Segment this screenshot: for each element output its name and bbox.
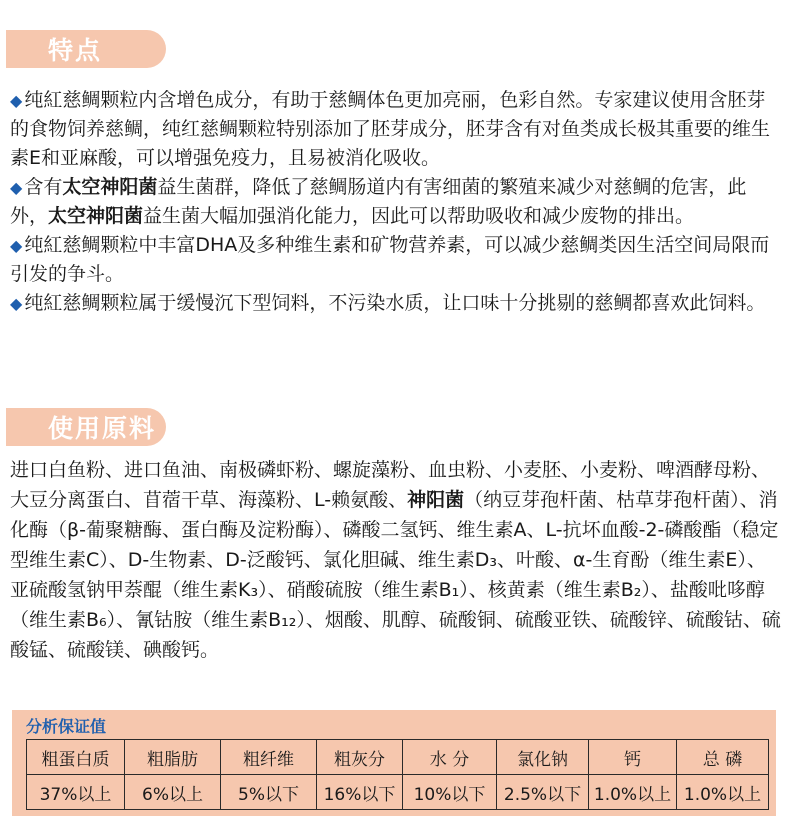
analysis-header-cell: 钙 bbox=[589, 740, 677, 775]
text-segment: 益生菌群，降低了慈鲷肠道内有害细菌的繁殖来减少对慈鲷的危害，此外， bbox=[10, 176, 747, 227]
features-section-title: 特点 bbox=[48, 36, 103, 65]
analysis-panel bbox=[12, 710, 776, 816]
feature-item bbox=[10, 289, 782, 318]
analysis-value-cell: 10%以下 bbox=[403, 775, 497, 810]
ingredients-section-tab bbox=[6, 408, 166, 446]
text-segment: 进口白鱼粉、进口鱼油、南极磷虾粉、螺旋藻粉、血虫粉、小麦胚、小麦粉、啤酒酵母粉、大豆分离蛋白、苜蓿干草、海藻粉、L-赖氨酸、 bbox=[10, 459, 771, 511]
analysis-header-cell: 水 分 bbox=[403, 740, 497, 775]
analysis-value-cell: 16%以下 bbox=[317, 775, 403, 810]
text-segment: （纳豆芽孢杆菌、枯草芽孢杆菌）、消化酶（β-葡聚糖酶、蛋白酶及淀粉酶）、磷酸二氢钙、维生素A、L-抗坏血酸-2-磷酸酯（稳定型维生素C）、D-生物素、D-泛酸钙、氯化胆碱、维生素D₃、叶酸、α-生育酚（维生素E）、亚硫酸氢钠甲萘醌（维生素K₃）、硝酸硫胺（维生素B₁）、核黄素（维生素B₂）、盐酸吡哆醇（维生素B₆）、氰钴胺（维生素B₁₂）、烟酸、肌醇、硫酸铜、硫酸亚铁、硫酸锌、硫酸钴、硫酸锰、硫酸镁、碘酸钙。 bbox=[10, 489, 781, 661]
analysis-value-cell: 37%以上 bbox=[27, 775, 125, 810]
features-section-tab bbox=[6, 30, 166, 68]
diamond-bullet-icon: ◆ bbox=[10, 91, 23, 110]
diamond-bullet-icon: ◆ bbox=[10, 178, 23, 197]
text-segment: 纯紅慈鲷颗粒中丰富DHA及多种维生素和矿物营养素，可以减少慈鲷类因生活空间局限而引发的争斗。 bbox=[10, 234, 770, 285]
ingredients-section-title: 使用原料 bbox=[48, 414, 157, 443]
text-segment: 纯紅慈鲷颗粒属于缓慢沉下型饲料，不污染水质，让口味十分挑剔的慈鲷都喜欢此饲料。 bbox=[24, 292, 766, 314]
features-list bbox=[10, 86, 782, 318]
analysis-header-cell: 粗蛋白质 bbox=[27, 740, 125, 775]
analysis-header-cell: 粗灰分 bbox=[317, 740, 403, 775]
diamond-bullet-icon: ◆ bbox=[10, 236, 23, 255]
analysis-title: 分析保证值 bbox=[26, 717, 107, 736]
analysis-value-cell: 1.0%以上 bbox=[677, 775, 769, 810]
diamond-bullet-icon: ◆ bbox=[10, 294, 23, 313]
feature-item bbox=[10, 173, 782, 231]
text-segment: 益生菌大幅加强消化能力，因此可以帮助吸收和减少废物的排出。 bbox=[143, 205, 695, 227]
analysis-value-cell: 1.0%以上 bbox=[589, 775, 677, 810]
analysis-header-cell: 粗纤维 bbox=[221, 740, 317, 775]
analysis-header-cell: 氯化钠 bbox=[497, 740, 589, 775]
ingredients-text bbox=[10, 455, 782, 665]
text-segment: 含有 bbox=[24, 176, 63, 198]
analysis-value-cell: 2.5%以下 bbox=[497, 775, 589, 810]
analysis-header-cell: 粗脂肪 bbox=[125, 740, 221, 775]
analysis-value-cell: 5%以下 bbox=[221, 775, 317, 810]
analysis-value-row bbox=[27, 775, 769, 810]
text-segment: 纯紅慈鲷颗粒内含增色成分，有助于慈鲷体色更加亮丽，色彩自然。专家建议使用含胚芽的食物饲养慈鲷，纯红慈鲷颗粒特别添加了胚芽成分，胚芽含有对鱼类成长极其重要的维生素E和亚麻酸，可以增强免疫力，且易被消化吸收。 bbox=[10, 89, 771, 169]
feature-item bbox=[10, 86, 782, 173]
analysis-header-row bbox=[27, 740, 769, 775]
emphasized-text: 太空神阳菌 bbox=[62, 176, 158, 198]
feature-item bbox=[10, 231, 782, 289]
analysis-table bbox=[26, 739, 769, 810]
emphasized-text: 神阳菌 bbox=[407, 489, 465, 511]
analysis-value-cell: 6%以上 bbox=[125, 775, 221, 810]
emphasized-text: 太空神阳菌 bbox=[48, 205, 144, 227]
analysis-header-cell: 总 磷 bbox=[677, 740, 769, 775]
